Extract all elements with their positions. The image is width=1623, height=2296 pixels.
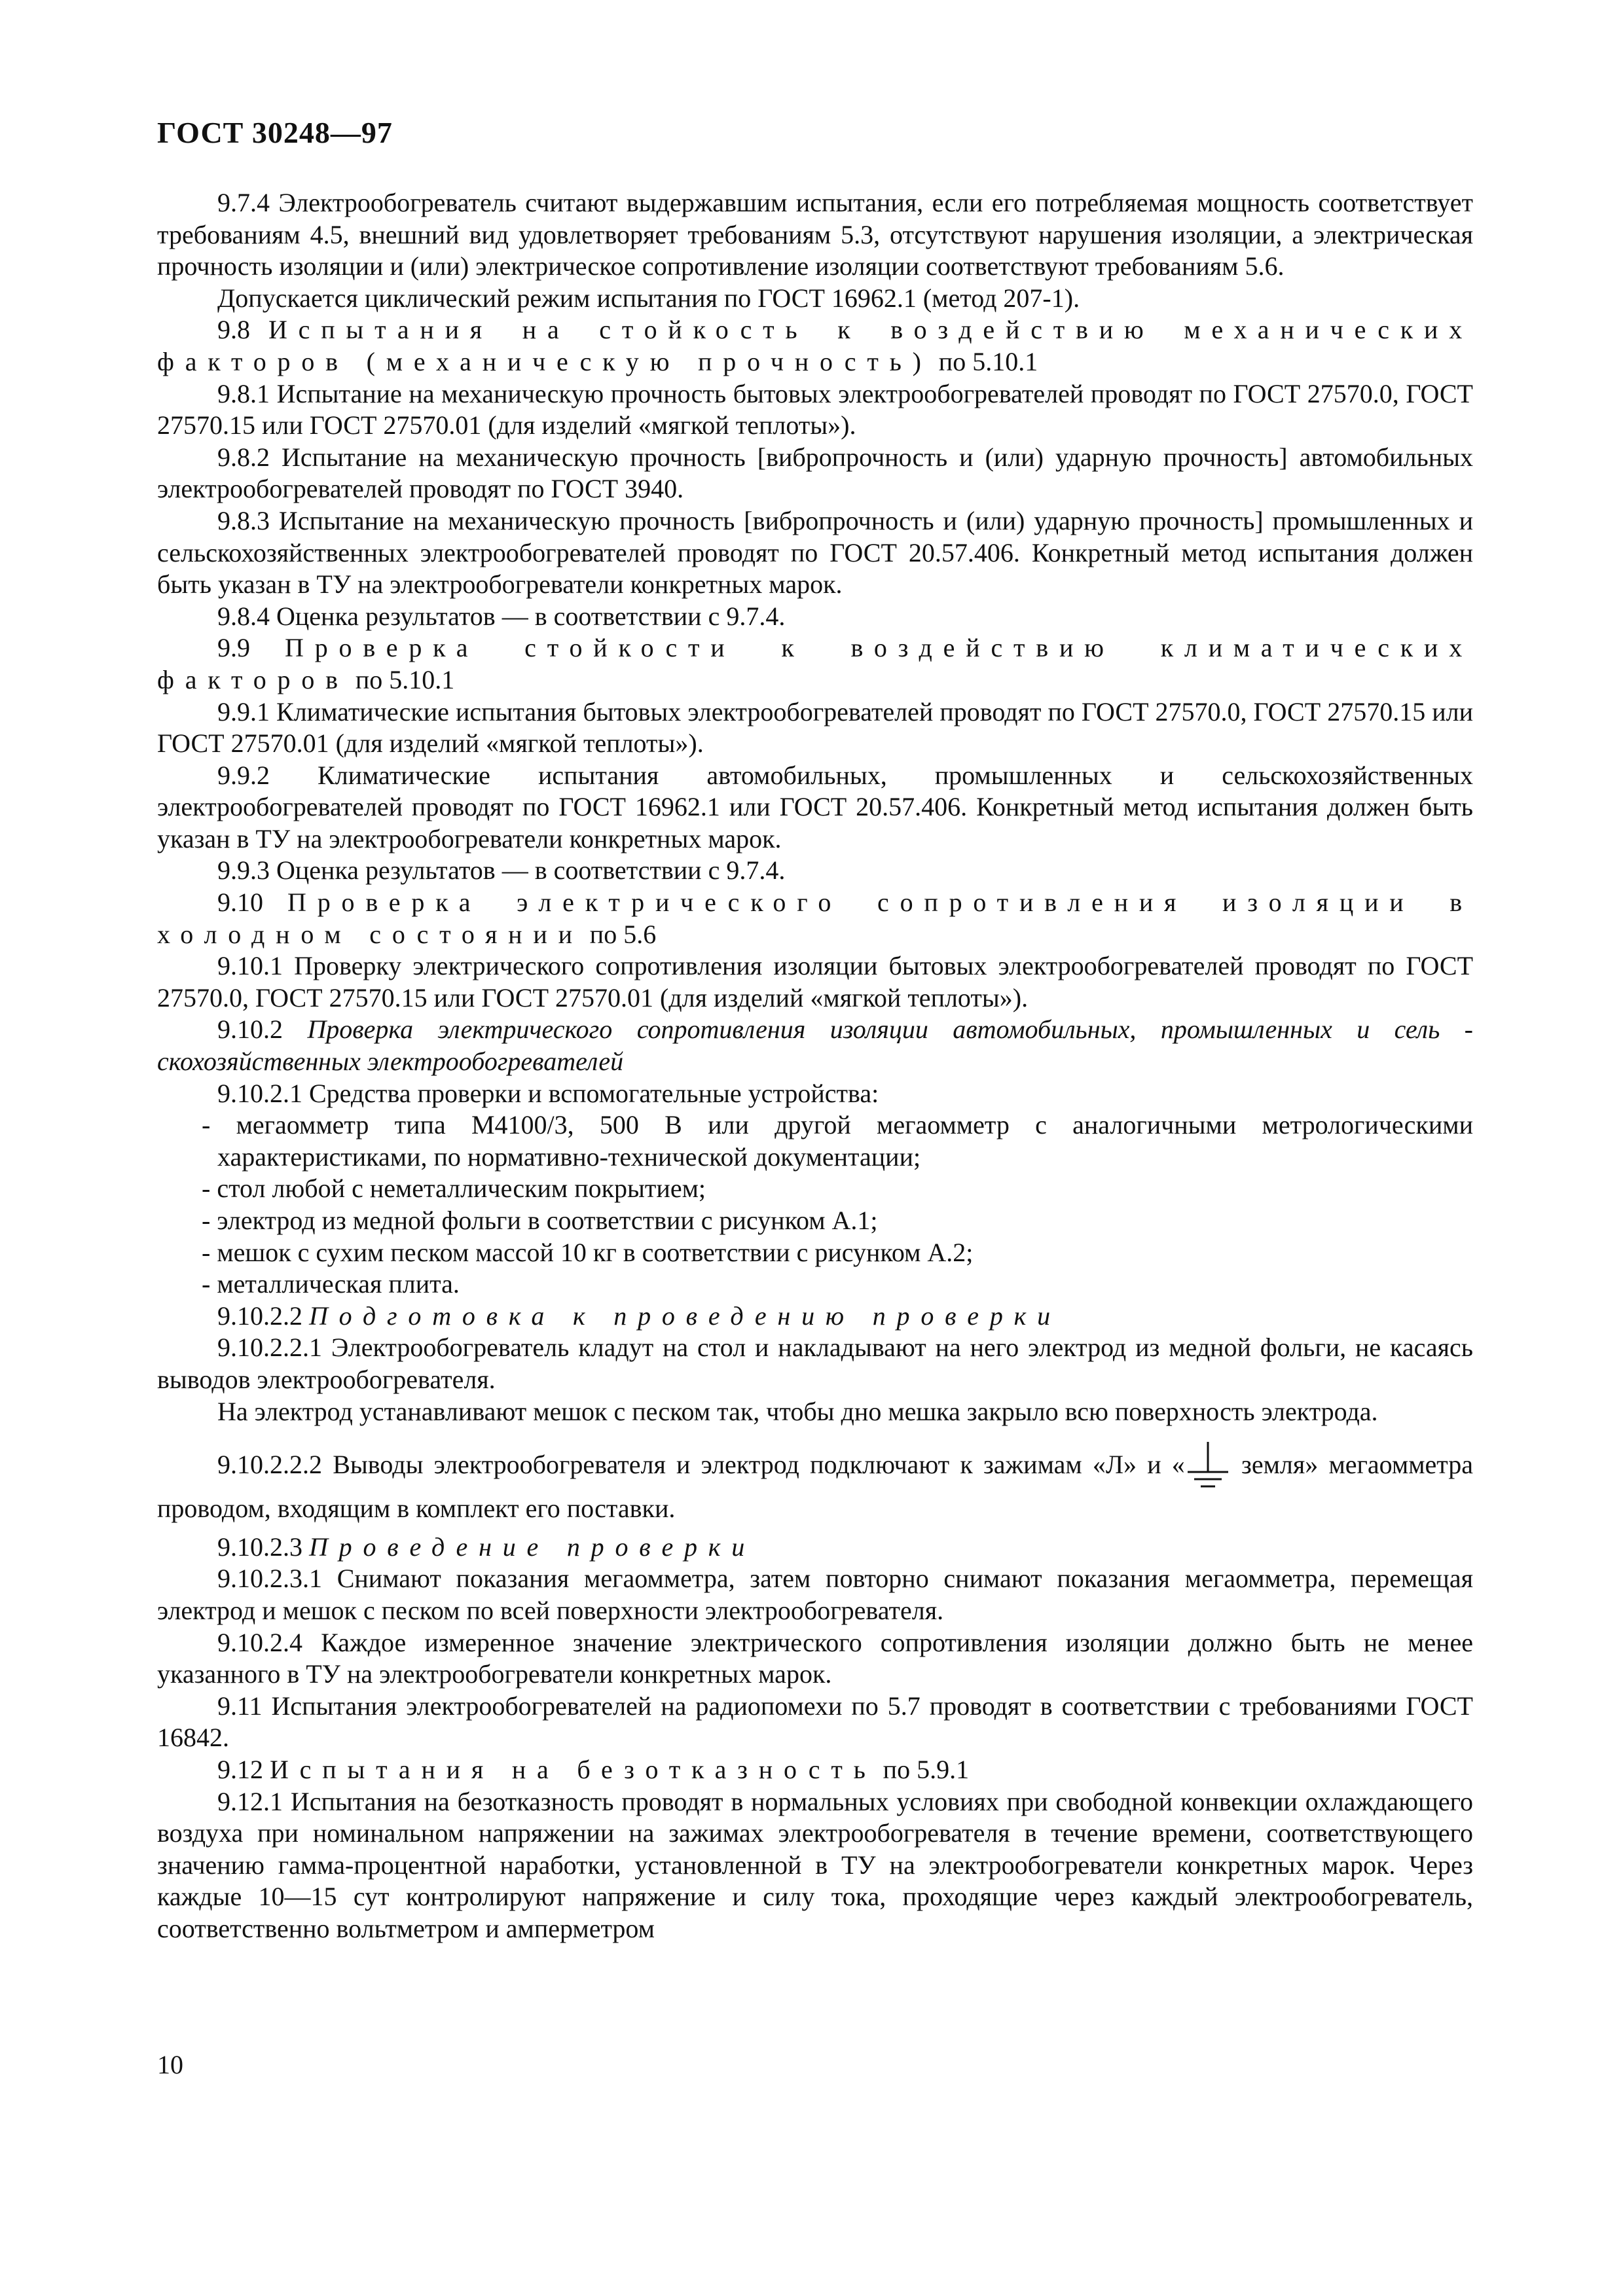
subsection-title: Проверка электрического сопротивления изоляции автомобильных, промышленных и сель - скохозяйственных электрообогревателей (157, 1014, 1473, 1077)
spacer (157, 1525, 1473, 1532)
paragraph-9-10-2 (157, 1014, 1473, 1077)
section-9-8-heading (157, 314, 1473, 378)
section-title: Испытания на безотказность (270, 1754, 877, 1784)
paragraph-9-10-1: 9.10.1 Проверку электрического сопротивления изоляции бытовых электрообогревателей проводят по ГОСТ 27570.0, ГОСТ 27570.15 или ГОСТ 27570.01 (для изделий «мягкой теплоты»). (157, 951, 1473, 1013)
section-number: 9.9 (217, 633, 250, 663)
paragraph-9-9-2: 9.9.2 Климатические испытания автомобильных, промышленных и сельскохозяйственных электрообогревателей проводят по ГОСТ 16962.1 или ГОСТ 20.57.406. Конкретный метод испытания должен быть указан в ТУ на электрообогреватели конкретных марок. (157, 760, 1473, 853)
list-item: - мегаомметр типа М4100/3, 500 В или другой мегаомметр с аналогичными метрологическими характеристиками, по нормативно-технической документации; (202, 1110, 1473, 1172)
list-item: - стол любой с неметаллическим покрытием; (202, 1174, 706, 1204)
paragraph-9-10-2-2-2 (157, 1442, 1473, 1525)
subsection-number: 9.10.2.2 (217, 1300, 302, 1331)
document-header: ГОСТ 30248—97 (157, 116, 393, 149)
paragraph-electrode-bag: На электрод устанавливают мешок с песком так, чтобы дно мешка закрыло всю поверхность электрода. (217, 1396, 1378, 1426)
paragraph-9-10-2-3 (157, 1532, 1473, 1564)
list-item: - электрод из медной фольги в соответствии с рисунком А.1; (202, 1206, 878, 1235)
paragraph-9-8-2: 9.8.2 Испытание на механическую прочность [вибропрочность и (или) ударную прочность] автомобильных электрообогревателей проводят по ГОСТ 3940. (157, 442, 1473, 504)
paragraph-9-10-2-2-1: 9.10.2.2.1 Электрообогреватель кладут на стол и накладывают на него электрод из медной фольги, не касаясь выводов электрообогревателя. (157, 1333, 1473, 1394)
section-9-12-heading (157, 1754, 1473, 1786)
section-number: 9.8 (217, 315, 250, 345)
subsection-number: 9.10.2 (217, 1014, 283, 1045)
section-9-9-heading (157, 632, 1473, 696)
section-ref: по 5.10.1 (938, 346, 1038, 376)
paragraph-9-11: 9.11 Испытания электрообогревателей на радиопомехи по 5.7 проводят в соответствии с требованиями ГОСТ 16842. (157, 1691, 1473, 1753)
section-number: 9.12 (217, 1754, 263, 1784)
paragraph-9-10-2-2 (157, 1300, 1473, 1333)
section-title: Проверка стойкости к воздействию климатических факторов (157, 633, 1474, 694)
paragraph-9-8-1: 9.8.1 Испытание на механическую прочность бытовых электрообогревателей проводят по ГОСТ 27570.0, ГОСТ 27570.15 или ГОСТ 27570.01 (для изделий «мягкой теплоты»). (157, 378, 1473, 440)
section-title: Испытания на стойкость к воздействию механических факторов (механическую прочность) (157, 315, 1473, 376)
section-9-10-heading (157, 887, 1473, 950)
subsection-title: Подготовка к проведению проверки (309, 1300, 1061, 1331)
section-ref: по 5.10.1 (355, 664, 455, 694)
list-item: - металлическая плита. (202, 1269, 460, 1299)
paragraph-9-8-4: 9.8.4 Оценка результатов — в соответствии с 9.7.4. (217, 601, 786, 631)
paragraph-cyclic-mode: Допускается циклический режим испытания по ГОСТ 16962.1 (метод 207-1). (217, 283, 1080, 313)
list-item: - мешок с сухим песком массой 10 кг в соответствии с рисунком А.2; (202, 1237, 974, 1267)
paragraph-9-10-2-1: 9.10.2.1 Средства проверки и вспомогательные устройства: (217, 1078, 879, 1108)
terminals-text-a: 9.10.2.2.2 Выводы электрообогревателя и электрод подключают к зажимам «Л» и « (217, 1450, 1185, 1480)
paragraph-9-7-4: 9.7.4 Электрообогреватель считают выдержавшим испытания, если его потребляемая мощность соответствует требованиям 4.5, внешний вид удовлетворяет требованиям 5.3, отсутствуют нарушения изоляции, а электрическая прочность изоляции и (или) электрическое сопротивление изоляции соответствуют требованиям 5.6. (157, 188, 1473, 281)
page-number: 10 (157, 2050, 183, 2079)
section-ref: по 5.6 (589, 919, 657, 949)
section-number: 9.10 (217, 888, 263, 918)
paragraph-9-8-3: 9.8.3 Испытание на механическую прочность [вибропрочность и (или) ударную прочность] промышленных и сельскохозяйственных электрообогревателей проводят по ГОСТ 20.57.406. Конкретный метод испытания должен быть указан в ТУ на электрообогреватели конкретных марок. (157, 505, 1473, 600)
terminals-text-b: земля» мегаомметра проводом, входящим в комплект его поставки. (157, 1450, 1474, 1524)
ground-symbol-icon (1185, 1442, 1231, 1493)
paragraph-9-9-1: 9.9.1 Климатические испытания бытовых электрообогревателей проводят по ГОСТ 27570.0, ГОСТ 27570.15 или ГОСТ 27570.01 (для изделий «мягкой теплоты»). (157, 696, 1473, 759)
document-body (157, 187, 1473, 1945)
subsection-title: Проведение проверки (309, 1532, 756, 1562)
section-title: Проверка электрического сопротивления изоляции в холодном состоянии (157, 888, 1473, 949)
paragraph-9-9-3: 9.9.3 Оценка результатов — в соответствии с 9.7.4. (217, 855, 786, 886)
section-ref: по 5.9.1 (883, 1754, 970, 1784)
paragraph-9-10-2-4: 9.10.2.4 Каждое измеренное значение электрического сопротивления изоляции должно быть не менее указанного в ТУ на электрообогреватели конкретных марок. (157, 1627, 1473, 1689)
subsection-number: 9.10.2.3 (217, 1532, 302, 1562)
paragraph-9-10-2-3-1: 9.10.2.3.1 Снимают показания мегаомметра, затем повторно снимают показания мегаомметра, перемещая электрод и мешок с песком по всей поверхности электрообогревателя. (157, 1564, 1473, 1625)
paragraph-9-12-1: 9.12.1 Испытания на безотказность проводят в нормальных условиях при свободной конвекции охлаждающего воздуха при номинальном напряжении на зажимах электрообогревателя в течение времени, соответствующего значению гамма-процентной наработки, установленной в ТУ на электрообогреватели конкретных марок. Через каждые 10—15 сут контролируют напряжение и силу тока, проходящие через каждый электрообогреватель, соответственно вольтметром и амперметром (157, 1786, 1473, 1943)
